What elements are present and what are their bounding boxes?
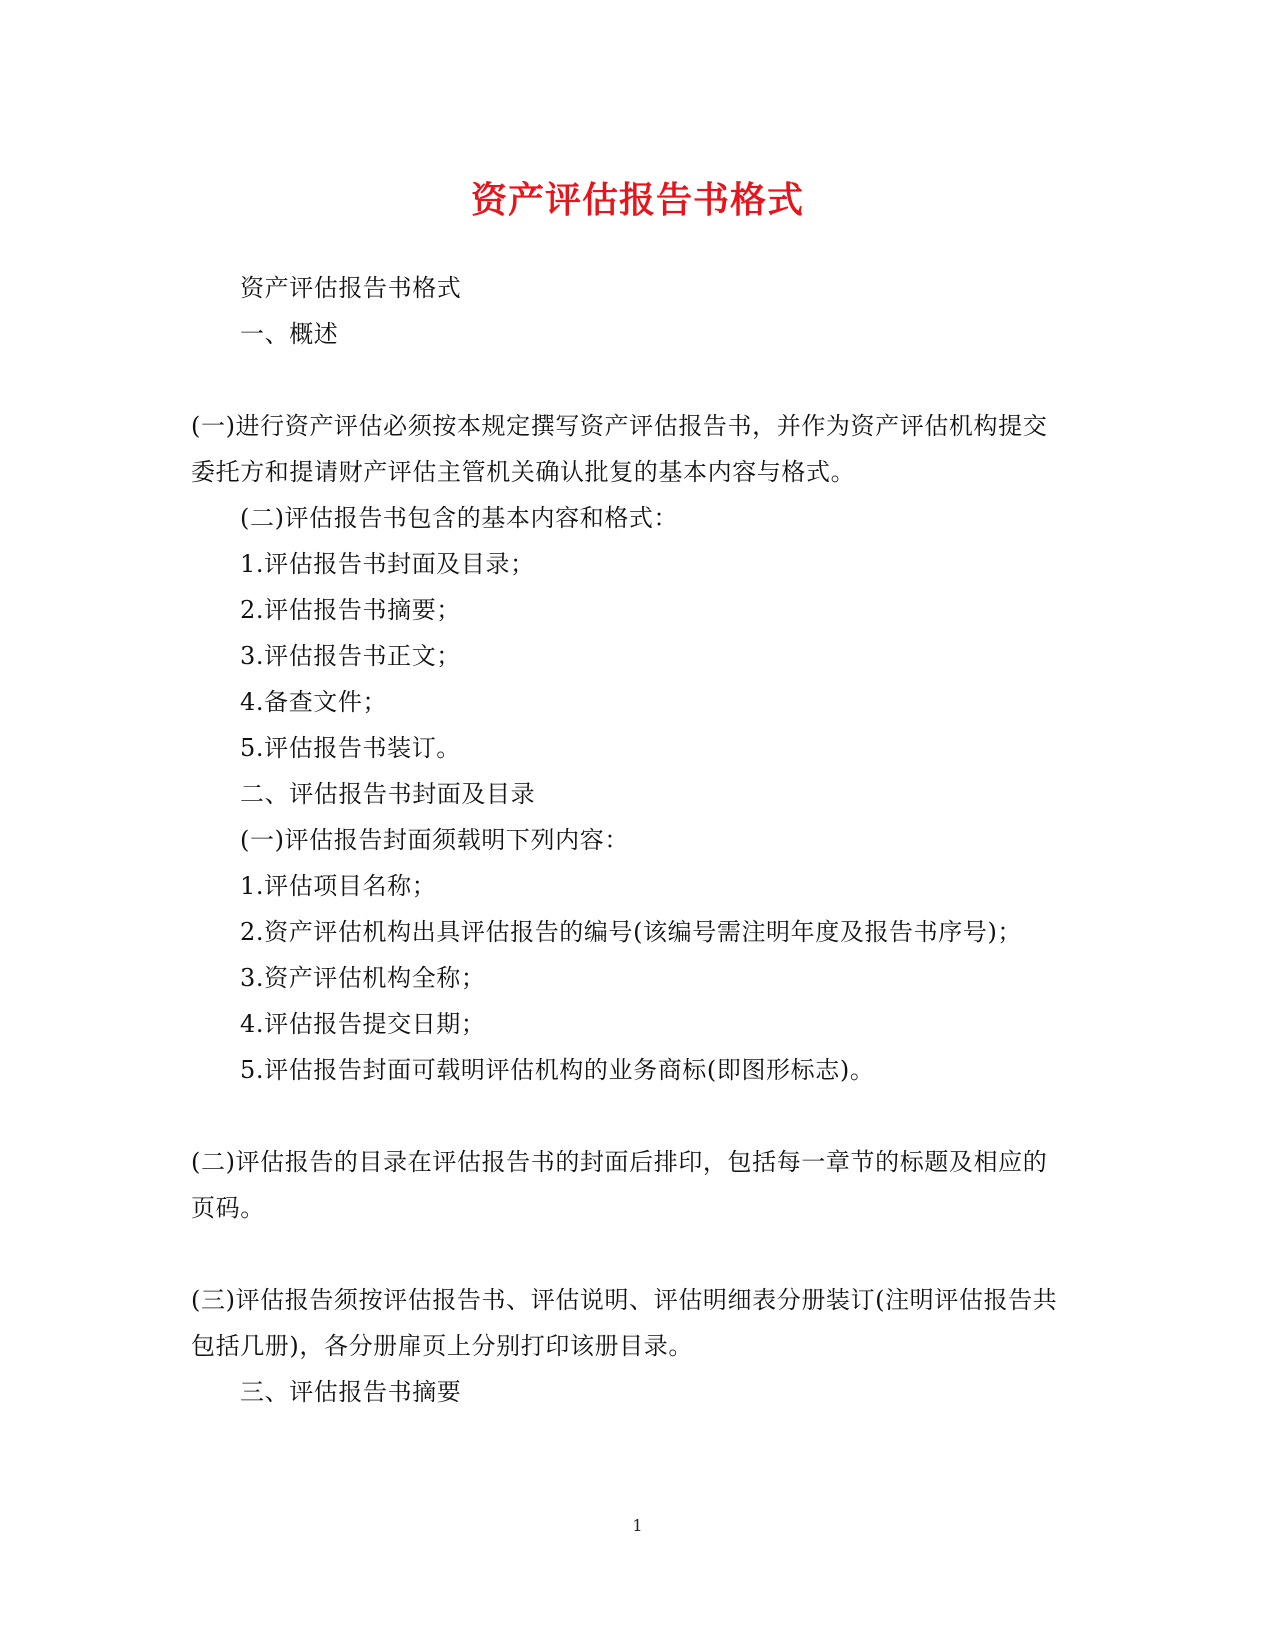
body-line-cover-item-5: 5.评估报告封面可载明评估机构的业务商标(即图形标志)。 bbox=[240, 1056, 875, 1084]
page-number: 1 bbox=[632, 1516, 643, 1535]
body-line-list-item-2: 2.评估报告书摘要； bbox=[240, 596, 461, 624]
body-line-list-item-1: 1.评估报告书封面及目录； bbox=[240, 550, 535, 578]
body-line-cover-item-2: 2.资产评估机构出具评估报告的编号(该编号需注明年度及报告书序号)； bbox=[240, 918, 1023, 946]
body-line-list-item-4: 4.备查文件； bbox=[240, 688, 388, 716]
document-title: 资产评估报告书格式 bbox=[470, 179, 804, 221]
body-line-section-3-heading: 三、评估报告书摘要 bbox=[240, 1378, 462, 1406]
body-line-paragraph-1b: 委托方和提请财产评估主管机关确认批复的基本内容与格式。 bbox=[191, 458, 856, 486]
body-line-subheading-cover: (一)评估报告封面须载明下列内容： bbox=[240, 826, 629, 854]
body-line-subheading-contents: (二)评估报告书包含的基本内容和格式： bbox=[240, 504, 679, 532]
body-line-cover-item-1: 1.评估项目名称； bbox=[240, 872, 437, 900]
body-line-section-1-heading: 一、概述 bbox=[240, 320, 339, 348]
body-line-paragraph-binding-a: (三)评估报告须按评估报告书、评估说明、评估明细表分册装订(注明评估报告共 bbox=[191, 1286, 1058, 1314]
body-line-paragraph-binding-b: 包括几册)，各分册扉页上分别打印该册目录。 bbox=[191, 1332, 693, 1360]
body-line-paragraph-toc-b: 页码。 bbox=[191, 1194, 265, 1222]
body-line-cover-item-3: 3.资产评估机构全称； bbox=[240, 964, 486, 992]
body-line-cover-item-4: 4.评估报告提交日期； bbox=[240, 1010, 486, 1038]
body-line-list-item-3: 3.评估报告书正文； bbox=[240, 642, 461, 670]
body-line-list-item-5: 5.评估报告书装订。 bbox=[240, 734, 461, 762]
body-line-paragraph-1a: (一)进行资产评估必须按本规定撰写资产评估报告书，并作为资产评估机构提交 bbox=[191, 412, 1048, 440]
body-line-doc-heading: 资产评估报告书格式 bbox=[240, 274, 462, 302]
body-line-paragraph-toc-a: (二)评估报告的目录在评估报告书的封面后排印，包括每一章节的标题及相应的 bbox=[191, 1148, 1048, 1176]
body-line-section-2-heading: 二、评估报告书封面及目录 bbox=[240, 780, 536, 808]
